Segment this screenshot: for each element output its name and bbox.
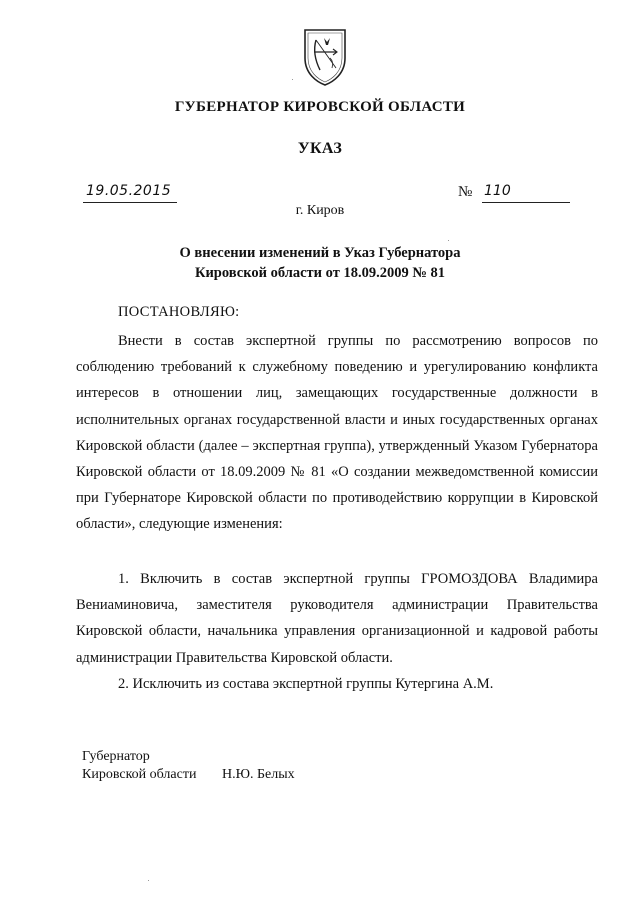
date-field (83, 184, 177, 203)
title-line-2: Кировской области от 18.09.2009 № 81 (194, 265, 446, 281)
body-paragraph-2: 1. Включить в состав экспертной группы ГРОМОЗДОВА Владимира Вениаминовича, заместителя руководителя администрации Правительства Кировской области, начальника управления организационной и кадровой работы администрации Правительства Кировской области. (76, 571, 598, 666)
scan-speck (448, 240, 449, 241)
number-sign: № (458, 184, 473, 200)
document-authority: ГУБЕРНАТОР КИРОВСКОЙ ОБЛАСТИ (174, 99, 466, 115)
scan-speck (292, 79, 293, 80)
body-paragraph-1: Внести в состав экспертной группы по рассмотрению вопросов по соблюдению требований к служебному поведению и урегулированию конфликта интересов в отношении лиц, замещающих государственные должности в исполнительных органах государственной власти и иных государственных органах Кировской области (далее – экспертная группа), утвержденный Указом Губернатора Кировской области от 18.09.2009 № 81 «О создании межведомственной комиссии при Губернаторе Кировской области по противодействию коррупции в Кировской области», следующие изменения: (76, 333, 598, 533)
city-line: г. Киров (295, 203, 345, 218)
signature-region: Кировской области (82, 767, 197, 782)
signature-name: Н.Ю. Белых (222, 767, 295, 782)
signature-role: Губернатор (82, 749, 150, 764)
handwritten-date: 19.05.2015 (86, 183, 172, 199)
number-field (482, 184, 570, 203)
decree-word: ПОСТАНОВЛЯЮ: (118, 304, 240, 320)
coat-of-arms-icon (302, 28, 348, 86)
body-paragraph-3: 2. Исключить из состава экспертной группы Кутергина А.М. (118, 676, 494, 692)
handwritten-number: 110 (484, 183, 511, 199)
document-type: УКАЗ (297, 140, 343, 157)
document-title (0, 243, 640, 283)
scan-speck (148, 880, 149, 881)
title-line-1: О внесении изменений в Указ Губернатора (179, 245, 461, 261)
